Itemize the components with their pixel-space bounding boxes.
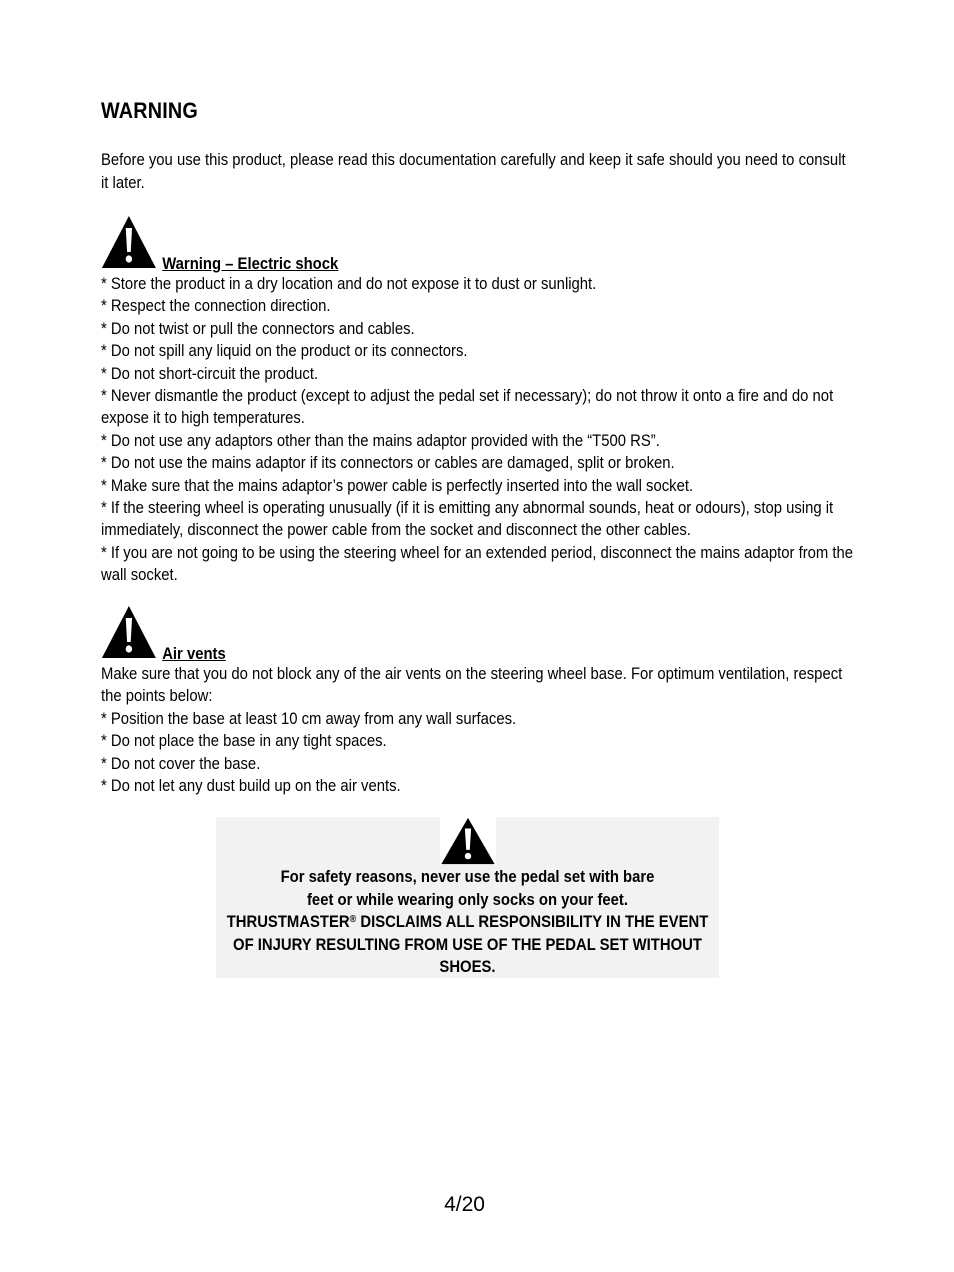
list-item: * Do not cover the base.	[101, 754, 261, 773]
list-item: * Never dismantle the product (except to adjust the pedal set if necessary); do not throw it onto a fire and do not expose it to high temperatures.	[101, 387, 834, 428]
list-item: Make sure that you do not block any of the air vents on the steering wheel base. For optimum ventilation, respect the points below:	[101, 665, 843, 706]
list-item: * If you are not going to be using the steering wheel for an extended period, disconnect the mains adaptor from the wall socket.	[101, 543, 854, 585]
notice-brand: THRUSTMASTER	[226, 913, 350, 931]
list-item: * Make sure that the mains adaptor’s power cable is perfectly inserted into the wall socket.	[101, 476, 694, 495]
page-number: 4/20	[444, 1193, 485, 1216]
section-header	[101, 215, 857, 271]
list-item: * Do not use any adaptors other than the mains adaptor provided with the “T500 RS”.	[101, 431, 660, 450]
section-electric-shock	[101, 215, 857, 587]
warning-triangle-icon	[440, 817, 496, 865]
list-item: * Do not twist or pull the connectors and cables.	[101, 319, 415, 338]
section-header	[101, 605, 857, 661]
notice-text	[216, 866, 719, 979]
list-item: * Respect the connection direction.	[101, 297, 331, 316]
list-item: * Do not spill any liquid on the product or its connectors.	[101, 342, 468, 361]
intro-paragraph: Before you use this product, please read this documentation carefully and keep it safe should you need to consult it later.	[101, 151, 846, 192]
notice-icon-background	[440, 817, 496, 865]
safety-notice-box	[216, 817, 719, 978]
list-item: * Store the product in a dry location and do not expose it to dust or sunlight.	[101, 275, 597, 293]
registered-mark: ®	[349, 914, 357, 925]
warning-triangle-icon	[101, 215, 157, 269]
list-item: * Do not let any dust build up on the air vents.	[101, 777, 401, 796]
section-lines	[101, 663, 857, 797]
section-air-vents	[101, 605, 857, 797]
notice-disclaimer	[218, 911, 718, 979]
list-item: * Do not use the mains adaptor if its connectors or cables are damaged, split or broken.	[101, 454, 675, 473]
page-title: WARNING	[101, 98, 198, 123]
list-item: * Do not place the base in any tight spaces.	[101, 732, 387, 751]
section-lines	[101, 273, 857, 587]
list-item: * Do not short-circuit the product.	[101, 364, 319, 383]
warning-triangle-icon	[101, 605, 157, 659]
notice-disclaimer-text: DISCLAIMS ALL RESPONSIBILITY IN THE EVENT OF INJURY RESULTING FROM USE OF THE PEDAL SET WITHOUT SHOES.	[233, 913, 709, 976]
list-item: * If the steering wheel is operating unusually (if it is emitting any abnormal sounds, heat or odours), stop using it immediately, disconnect the power cable from the socket and disconnect the other cables.	[101, 499, 834, 540]
notice-safety-line: For safety reasons, never use the pedal set with bare feet or while wearing only socks on your feet.	[280, 868, 655, 909]
section-heading: Air vents	[162, 645, 226, 663]
list-item: * Position the base at least 10 cm away from any wall surfaces.	[101, 709, 517, 728]
section-heading: Warning – Electric shock	[162, 255, 339, 273]
